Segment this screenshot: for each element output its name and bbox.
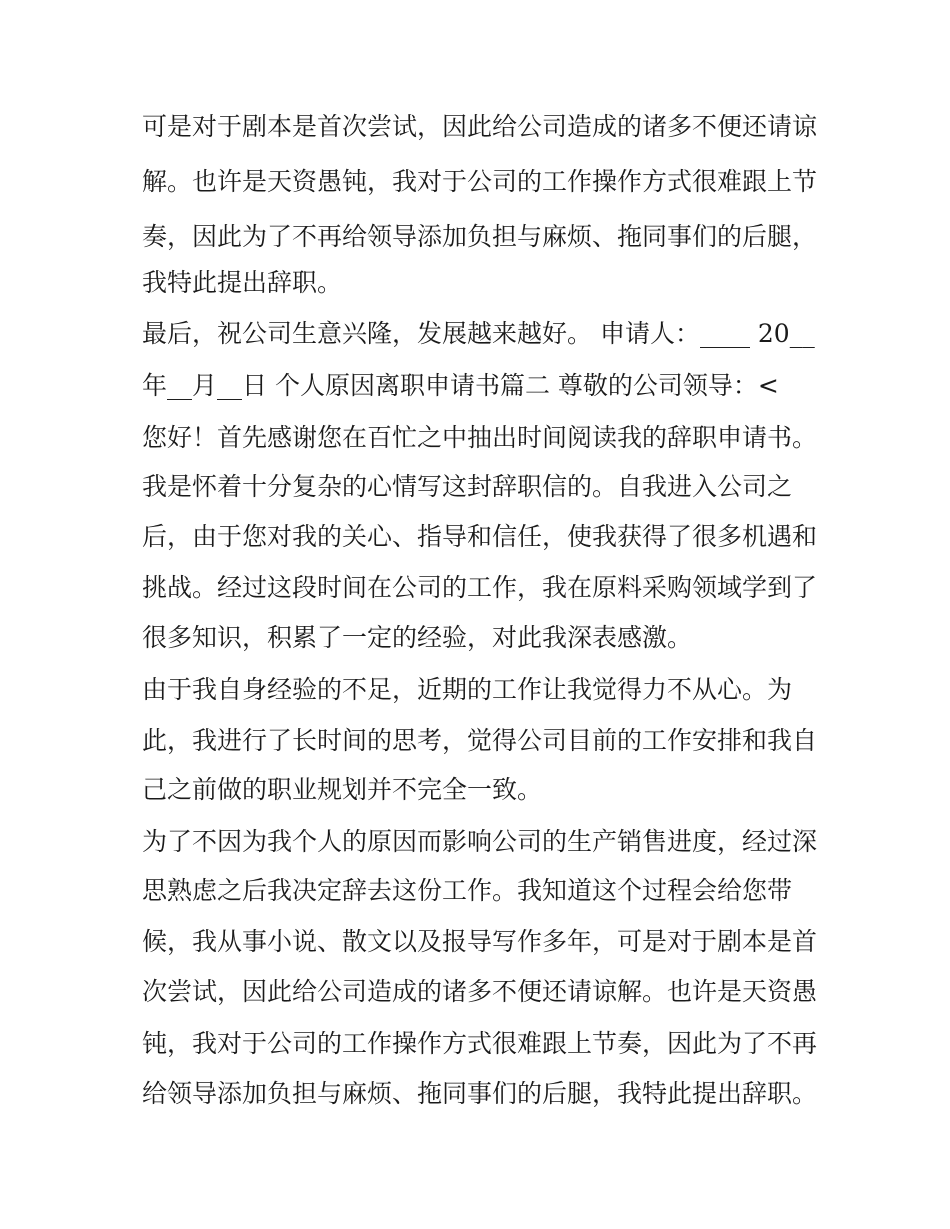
text-line: 此，我进行了长时间的思考，觉得公司目前的工作安排和我自 <box>142 726 818 755</box>
text-line: 候，我从事小说、散文以及报导写作多年，可是对于剧本是首 <box>142 927 818 956</box>
text-line: 解。也许是天资愚钝，我对于公司的工作操作方式很难跟上节 <box>142 167 818 196</box>
text-line: 可是对于剧本是首次尝试，因此给公司造成的诸多不便还请谅 <box>142 112 818 141</box>
text-line: 年__月__日 个人原因离职申请书篇二 尊敬的公司领导：< <box>142 371 779 400</box>
text-line: 我特此提出辞职。 <box>142 268 343 297</box>
text-line: 最后，祝公司生意兴隆，发展越来越好。 申请人：____ 20__ <box>142 319 815 348</box>
text-line: 奏，因此为了不再给领导添加负担与麻烦、拖同事们的后腿， <box>142 222 818 251</box>
text-line: 您好！首先感谢您在百忙之中抽出时间阅读我的辞职申请书。 <box>142 423 818 452</box>
text-line: 后，由于您对我的关心、指导和信任，使我获得了很多机遇和 <box>142 522 818 551</box>
text-line: 己之前做的职业规划并不完全一致。 <box>142 775 543 804</box>
text-line: 很多知识，积累了一定的经验，对此我深表感激。 <box>142 623 693 652</box>
text-line: 思熟虑之后我决定辞去这份工作。我知道这个过程会给您带 <box>142 876 793 905</box>
text-line: 为了不因为我个人的原因而影响公司的生产销售进度，经过深 <box>142 827 818 856</box>
text-line: 由于我自身经验的不足，近期的工作让我觉得力不从心。为 <box>142 675 793 704</box>
text-line: 挑战。经过这段时间在公司的工作，我在原料采购领域学到了 <box>142 573 818 602</box>
text-line: 钝，我对于公司的工作操作方式很难跟上节奏，因此为了不再 <box>142 1029 818 1058</box>
text-line: 我是怀着十分复杂的心情写这封辞职信的。自我进入公司之 <box>142 472 793 501</box>
text-line: 次尝试，因此给公司造成的诸多不便还请谅解。也许是天资愚 <box>142 977 818 1006</box>
text-line: 给领导添加负担与麻烦、拖同事们的后腿，我特此提出辞职。 <box>142 1079 818 1108</box>
